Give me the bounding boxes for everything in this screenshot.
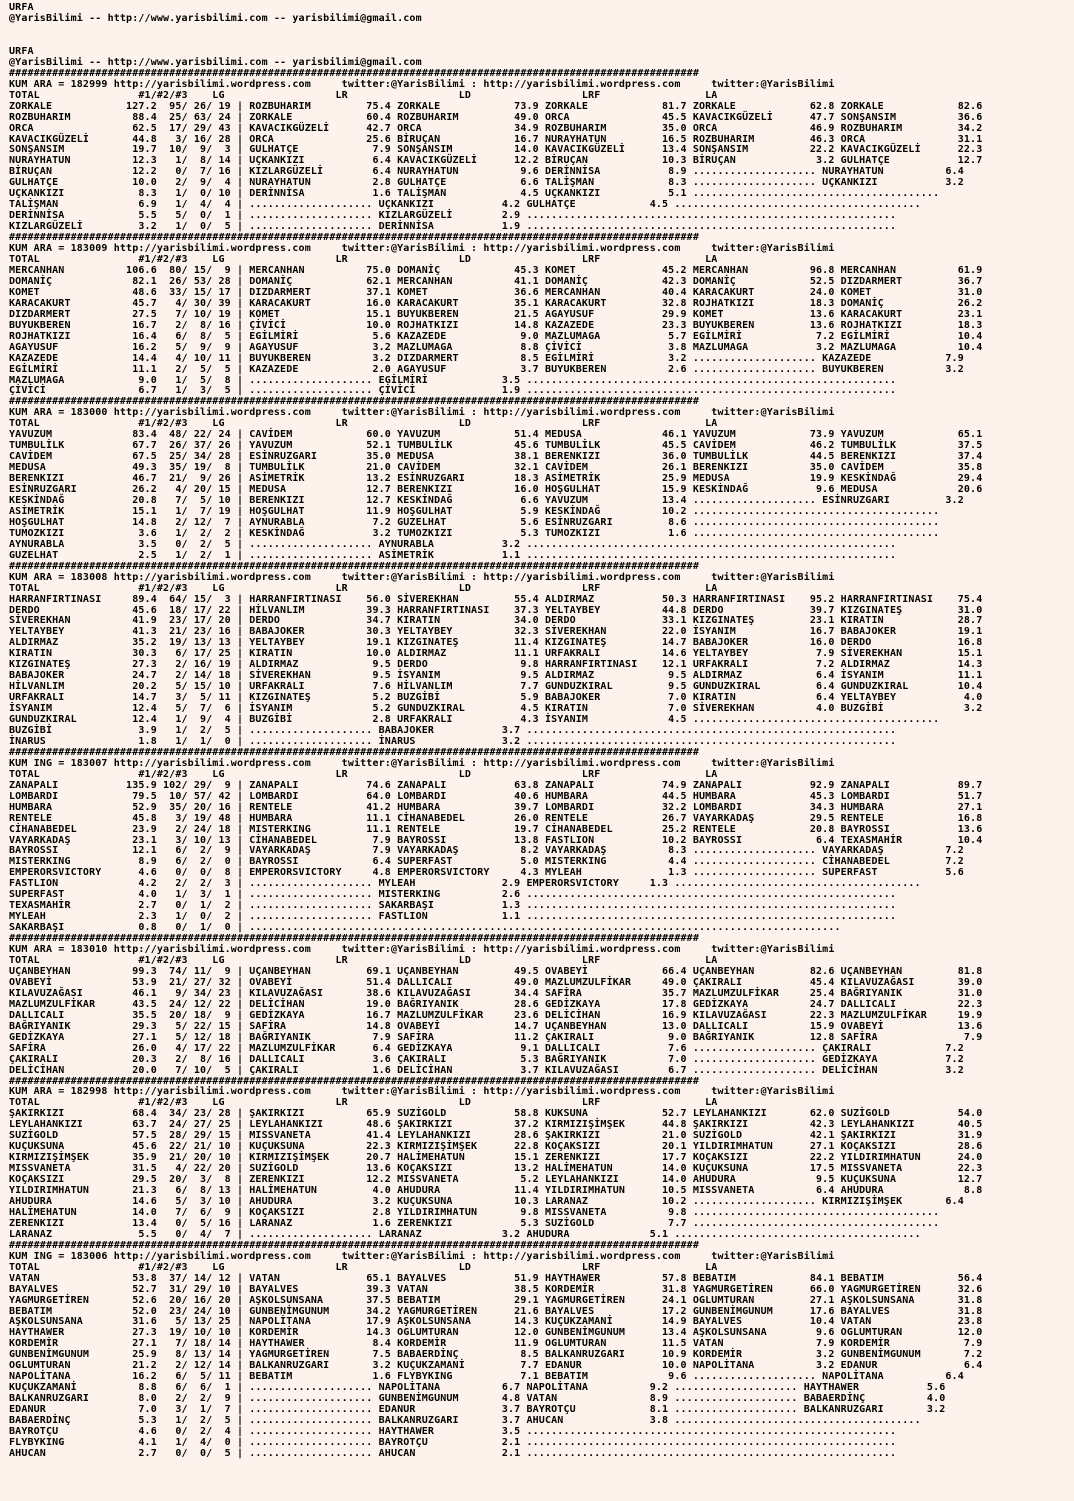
- table-row: KUÇUKZAMANİ 8.8 6/ 6/ 1 | .................... NAPOLİTANA 6.7 NAPOLİTANA 9.2 .................... HAYTHAWER 5.6: [9, 1382, 946, 1394]
- table-row: BABAJOKER 24.7 2/ 14/ 18 | SİVEREKHAN 9.5 İSYANIM 9.5 ALDIRMAZ 9.5 ALDIRMAZ 6.4 İSYANIM 11.1: [9, 670, 983, 682]
- race-header: KUM ARA = 182999 http://yarisbilimi.wordpress.com twitter:@YarisBilimi : http://yarisbilimi.wordpress.com twitter:@YarisBilimi: [9, 78, 835, 90]
- table-row: YAVUZUM 83.4 48/ 22/ 24 | CAVİDEM 60.0 YAVUZUM 51.4 MEDUSA 46.1 YAVUZUM 73.9 YAVUZUM 65.1: [9, 429, 983, 441]
- race-list: [9, 69, 1069, 1460]
- table-row: ROZBUHARIM 88.4 25/ 63/ 24 | ZORKALE 60.4 ROZBUHARIM 49.0 ORCA 45.5 KAVACIKGÜZELİ 47.7 SONŞANSIM 36.6: [9, 111, 983, 123]
- spacer: [9, 25, 1069, 47]
- table-row: FASTLION 4.2 2/ 2/ 3 | .................... MYLEAH 2.9 EMPERORSVICTORY 1.3 ........................................: [9, 878, 921, 890]
- table-row: MERCANHAN 106.6 80/ 15/ 9 | MERCANHAN 75.0 DOMANİÇ 45.3 KOMET 45.2 MERCANHAN 96.8 MERCANHAN 61.9: [9, 264, 983, 276]
- table-row: BABAERDİNÇ 5.3 1/ 2/ 5 | .................... BALKANRUZGARI 3.7 AHUCAN 3.8 ........................................: [9, 1415, 921, 1427]
- table-row: BİRUÇAN 12.2 0/ 7/ 16 | KIZLARGÜZELİ 6.4 NURAYHATUN 9.6 DERİNNİSA 8.9 .................... NURAYHATUN 6.4: [9, 166, 964, 178]
- table-row: TEXASMAHİR 2.7 0/ 1/ 2 | .................... SAKARBAŞI 1.3 ............................................................: [9, 900, 897, 912]
- column-header: TOTAL #1/#2/#3 LG LR LD LRF LA: [9, 582, 718, 594]
- table-row: HUMBARA 52.9 35/ 20/ 16 | RENTELE 41.2 HUMBARA 39.7 LOMBARDI 32.2 LOMBARDI 34.3 HUMBARA 27.1: [9, 801, 983, 813]
- table-row: İNARUS 1.8 1/ 1/ 0 | .................... İNARUS 3.2 ............................................................: [9, 735, 897, 747]
- table-row: MISTERKING 8.9 6/ 2/ 0 | BAYROSSI 6.4 SUPERFAST 5.0 MISTERKING 4.4 .................... CİHANABEDEL 7.2: [9, 856, 964, 868]
- table-row: ÇİVİCİ 6.7 1/ 3/ 5 | .................... ÇİVİCİ 1.9 ............................................................: [9, 385, 897, 397]
- table-row: TUMOZKIZI 3.6 1/ 2/ 2 | KESKİNDAĞ 3.2 TUMOZKIZI 5.3 TUMOZKIZI 1.6 ........................................: [9, 527, 940, 539]
- race-block: [9, 934, 1069, 1076]
- table-row: SUPERFAST 4.0 1/ 3/ 1 | .................... MISTERKING 2.6 ............................................................: [9, 889, 897, 901]
- hash-divider: ################################################################################################################: [9, 1075, 699, 1087]
- race-block: [9, 397, 1069, 561]
- table-row: KIRMIZIŞİMŞEK 35.9 21/ 20/ 10 | KIRMIZIŞİMŞEK 20.7 HALİMEHATUN 15.1 ZERENKIZI 17.7 KOÇAKSIZI 22.2 YILDIRIMHATUN 24.0: [9, 1152, 983, 1164]
- column-header: TOTAL #1/#2/#3 LG LR LD LRF LA: [9, 1097, 718, 1109]
- table-row: CİHANABEDEL 23.9 2/ 24/ 18 | MISTERKING 11.1 RENTELE 19.7 CİHANABEDEL 25.2 RENTELE 20.8 BAYROSSI 13.6: [9, 823, 983, 835]
- table-row: GUNDUZKIRAL 12.4 1/ 9/ 4 | BUZGİBİ 2.8 URFAKRALI 4.3 İSYANIM 4.5 ........................................: [9, 714, 940, 726]
- column-header: TOTAL #1/#2/#3 LG LR LD LRF LA: [9, 418, 718, 430]
- table-row: MISSVANETA 31.5 4/ 22/ 20 | SUZİGOLD 13.6 KOÇAKSIZI 13.2 HALİMEHATUN 14.0 KUÇUKSUNA 17.5 MISSVANETA 22.3: [9, 1163, 983, 1175]
- table-row: EGİLMİRİ 11.1 2/ 5/ 5 | KAZAZEDE 2.0 AGAYUSUF 3.7 BUYUKBEREN 2.6 .................... BUYUKBEREN 3.2: [9, 363, 964, 375]
- table-row: HARRANFIRTINASI 89.4 64/ 15/ 3 | HARRANFIRTINASI 56.0 SİVEREKHAN 55.4 ALDIRMAZ 50.3 HARRANFIRTINASI 95.2 HARRANFIRTINASI 75.4: [9, 593, 983, 605]
- header-title: URFA: [9, 3, 34, 13]
- table-row: KUÇUKSUNA 45.6 22/ 21/ 10 | KUÇUKSUNA 22.3 KIRMIZIŞİMŞEK 22.8 KOÇAKSIZI 20.1 YILDIRIMHATUN 27.1 KOÇAKSIZI 28.6: [9, 1141, 983, 1153]
- table-row: URFAKRALI 14.7 3/ 5/ 11 | KIZGINATEŞ 5.2 BUZGİBİ 5.9 BABAJOKER 7.0 KIRATIN 6.4 YELTAYBEY 4.0: [9, 692, 983, 704]
- table-row: BAĞRIYANIK 29.3 5/ 22/ 15 | SAFİRA 14.8 OVABEYİ 14.7 UÇANBEYHAN 13.0 DALLICALI 15.9 OVABEYİ 13.6: [9, 1020, 983, 1032]
- table-row: VAYARKADAŞ 23.1 3/ 10/ 13 | CİHANABEDEL 7.9 BAYROSSI 13.8 FASTLION 10.2 BAYROSSI 6.4 TEXASMAHİR 10.4: [9, 834, 983, 846]
- table-row: YILDIRIMHATUN 21.3 6/ 8/ 13 | HALİMEHATUN 4.0 AHUDURA 11.4 YILDIRIMHATUN 10.5 MISSVANETA 6.4 AHUDURA 8.8: [9, 1185, 983, 1197]
- table-row: KOÇAKSIZI 29.5 20/ 3/ 8 | ZERENKIZI 12.2 MISSVANETA 5.2 LEYLAHANKIZI 14.0 AHUDURA 9.5 KUÇUKSUNA 12.7: [9, 1174, 983, 1186]
- table-row: SAFİRA 26.0 4/ 17/ 22 | MAZLUMZULFİKAR 6.4 GEDİZKAYA 9.1 DALLICALI 7.6 .................... ÇAKIRALI 7.2: [9, 1042, 964, 1054]
- table-row: DALLICALI 35.5 20/ 18/ 9 | GEDİZKAYA 16.7 MAZLUMZULFİKAR 23.6 DELİCİHAN 16.9 KILAVUZAĞASI 22.3 MAZLUMZULFİKAR 19.9: [9, 1009, 983, 1021]
- race-header: KUM ARA = 183010 http://yarisbilimi.wordpress.com twitter:@YarisBilimi : http://yarisbilimi.wordpress.com twitter:@YarisBilimi: [9, 944, 835, 956]
- table-row: ZANAPALI 135.9 102/ 29/ 9 | ZANAPALI 74.6 ZANAPALI 63.8 ZANAPALI 74.9 ZANAPALI 92.9 ZANAPALI 89.7: [9, 779, 983, 791]
- table-row: GUZELHAT 2.5 1/ 2/ 1 | .................... ASİMETRİK 1.1 ............................................................: [9, 549, 897, 561]
- column-header: TOTAL #1/#2/#3 LG LR LD LRF LA: [9, 89, 718, 101]
- table-row: KILAVUZAĞASI 46.1 9/ 34/ 23 | KILAVUZAĞASI 38.6 KILAVUZAĞASI 34.4 SAFİRA 35.7 MAZLUMZULFİKAR 25.4 BAĞRIYANIK 31.0: [9, 987, 983, 999]
- race-block: [9, 1241, 1069, 1460]
- table-row: SAKARBAŞI 0.8 0/ 1/ 0 | ................................................................................................: [9, 922, 841, 934]
- table-row: EDANUR 7.0 3/ 1/ 7 | .................... EDANUR 3.7 BAYROTÇU 8.1 .................... BALKANRUZGARI 3.2: [9, 1404, 946, 1416]
- table-row: ROJHATKIZI 16.4 6/ 8/ 5 | EGİLMİRİ 5.6 KAZAZEDE 9.0 MAZLUMAGA 5.7 EGİLMİRİ 7.2 EGİLMİRİ 10.4: [9, 330, 983, 342]
- table-row: VATAN 53.8 37/ 14/ 12 | VATAN 65.1 BAYALVES 51.9 HAYTHAWER 57.8 BEBATIM 84.1 BEBATIM 56.4: [9, 1272, 983, 1284]
- race-block: [9, 69, 1069, 233]
- column-header: TOTAL #1/#2/#3 LG LR LD LRF LA: [9, 254, 718, 266]
- table-row: ÇAKIRALI 20.3 2/ 8/ 16 | DALLICALI 3.6 ÇAKIRALI 5.3 BAĞRIYANIK 7.0 .................... GEDİZKAYA 7.2: [9, 1053, 964, 1065]
- table-row: ŞAKIRKIZI 68.4 34/ 23/ 28 | ŞAKIRKIZI 65.9 SUZİGOLD 58.8 KUKSUNA 52.7 LEYLAHANKIZI 62.0 SUZİGOLD 54.0: [9, 1108, 983, 1120]
- table-row: KOMET 48.6 33/ 15/ 17 | DIZDARMERT 37.1 KOMET 36.6 MERCANHAN 40.4 KARACAKURT 24.0 KOMET 31.0: [9, 286, 983, 298]
- table-row: BAYROTÇU 4.6 0/ 2/ 4 | .................... HAYTHAWER 3.5 ............................................................: [9, 1426, 897, 1437]
- table-row: GUNBENİMGUNUM 25.9 8/ 13/ 14 | YAGMURGETİREN 7.5 BABAERDİNÇ 8.5 BALKANRUZGARI 10.9 KORDEMİR 3.2 GUNBENİMGUNUM 7.2: [9, 1349, 983, 1361]
- table-row: CAVİDEM 67.5 25/ 34/ 28 | ESİNRUZGARI 35.0 MEDUSA 38.1 BERENKIZI 36.0 TUMBULİLK 44.5 BERENKIZI 37.4: [9, 451, 983, 463]
- document-page: [9, 3, 1069, 1498]
- table-row: İSYANIM 12.4 5/ 7/ 6 | İSYANIM 5.2 GUNDUZKIRAL 4.5 KIRATIN 7.0 SİVEREKHAN 4.0 BUZGİBİ 3.2: [9, 703, 983, 715]
- table-row: KIZGINATEŞ 27.3 2/ 16/ 19 | ALDIRMAZ 9.5 DERDO 9.8 HARRANFIRTINASI 12.1 URFAKRALI 7.2 ALDIRMAZ 14.3: [9, 659, 983, 671]
- table-row: MYLEAH 2.3 1/ 0/ 2 | .................... FASTLION 1.1 ............................................................: [9, 911, 897, 923]
- race-header: KUM ARA = 182998 http://yarisbilimi.wordpress.com twitter:@YarisBilimi : http://yarisbilimi.wordpress.com twitter:@YarisBilimi: [9, 1086, 835, 1098]
- table-row: UÇANBEYHAN 99.3 74/ 11/ 9 | UÇANBEYHAN 69.1 UÇANBEYHAN 49.5 OVABEYİ 66.4 UÇANBEYHAN 82.6 UÇANBEYHAN 81.8: [9, 965, 983, 977]
- hash-divider: ################################################################################################################: [9, 67, 699, 79]
- table-row: KORDEMİR 27.1 7/ 18/ 14 | HAYTHAWER 8.4 KORDEMİR 11.9 OGLUMTURAN 11.5 VATAN 7.9 KORDEMİR 7.9: [9, 1338, 983, 1350]
- table-row: AGAYUSUF 16.2 5/ 9/ 9 | AGAYUSUF 3.2 MAZLUMAGA 8.8 ÇİVİCİ 3.8 MAZLUMAGA 3.2 MAZLUMAGA 10.4: [9, 341, 983, 353]
- race-header: KUM ARA = 183000 http://yarisbilimi.wordpress.com twitter:@YarisBilimi : http://yarisbilimi.wordpress.com twitter:@YarisBilimi: [9, 407, 835, 419]
- table-row: BALKANRUZGARI 8.0 2/ 2/ 9 | .................... GUNBENİMGUNUM 4.8 VATAN 8.9 .................... BABAERDİNÇ 4.0: [9, 1393, 946, 1405]
- race-header: KUM ING = 183007 http://yarisbilimi.wordpress.com twitter:@YarisBilimi : http://yarisbilimi.wordpress.com twitter:@YarisBilimi: [9, 757, 835, 769]
- table-row: HALİMEHATUN 14.0 7/ 6/ 9 | KOÇAKSIZI 2.8 YILDIRIMHATUN 9.8 MISSVANETA 9.8 ........................................: [9, 1206, 940, 1218]
- race-header: KUM ARA = 183008 http://yarisbilimi.wordpress.com twitter:@YarisBilimi : http://yarisbilimi.wordpress.com twitter:@YarisBilimi: [9, 571, 835, 583]
- table-row: DOMANİÇ 82.1 26/ 53/ 28 | DOMANİÇ 62.1 MERCANHAN 41.1 DOMANİÇ 42.3 DOMANİÇ 52.5 DIZDARMERT 36.7: [9, 275, 983, 287]
- table-row: YAGMURGETİREN 52.6 20/ 16/ 20 | AŞKOLSUNSANA 37.5 BEBATIM 29.1 YAGMURGETİREN 24.1 OGLUMTURAN 27.1 AŞKOLSUNSANA 31.8: [9, 1294, 983, 1306]
- header-block: [9, 3, 1069, 25]
- table-row: DERDO 45.6 18/ 17/ 22 | HİLVANLIM 39.3 HARRANFIRTINASI 37.3 YELTAYBEY 44.8 DERDO 39.7 KIZGINATEŞ 31.0: [9, 604, 983, 616]
- table-row: KESKİNDAĞ 20.8 7/ 5/ 10 | BERENKIZI 12.7 KESKİNDAĞ 6.6 YAVUZUM 13.4 .................... ESİNRUZGARI 3.2: [9, 494, 964, 506]
- table-row: OVABEYİ 53.9 21/ 27/ 32 | OVABEYİ 51.4 DALLICALI 49.0 MAZLUMZULFİKAR 49.0 ÇAKIRALI 45.4 KILAVUZAĞASI 39.0: [9, 976, 983, 988]
- table-row: KIRATIN 30.3 6/ 17/ 25 | KIRATIN 10.0 ALDIRMAZ 11.1 URFAKRALI 14.6 YELTAYBEY 7.9 SİVEREKHAN 15.1: [9, 648, 983, 660]
- table-row: NURAYHATUN 12.3 1/ 8/ 14 | UÇKANKIZI 6.4 KAVACIKGÜZELİ 12.2 BİRUÇAN 10.3 BİRUÇAN 3.2 GULHATÇE 12.7: [9, 155, 983, 167]
- table-row: BUYUKBEREN 16.7 2/ 8/ 16 | ÇİVİCİ 10.0 ROJHATKIZI 14.8 KAZAZEDE 23.3 BUYUKBEREN 13.6 ROJHATKIZI 18.3: [9, 319, 983, 331]
- table-row: EMPERORSVICTORY 4.6 0/ 0/ 8 | EMPERORSVICTORY 4.8 EMPERORSVICTORY 4.3 MYLEAH 1.3 .................... SUPERFAST 5.6: [9, 867, 964, 879]
- table-row: LARANAZ 5.5 0/ 4/ 7 | .................... LARANAZ 3.2 AHUDURA 5.1 ........................................: [9, 1228, 921, 1240]
- table-row: ALDIRMAZ 35.2 19/ 13/ 13 | YELTAYBEY 19.1 KIZGINATEŞ 11.4 KIZGINATEŞ 14.7 BABAJOKER 16.0 DERDO 16.8: [9, 637, 983, 649]
- table-row: HAYTHAWER 27.3 19/ 10/ 10 | KORDEMİR 14.3 OGLUMTURAN 12.0 GUNBENİMGUNUM 13.4 AŞKOLSUNSANA 9.6 OGLUMTURAN 12.0: [9, 1327, 983, 1339]
- table-row: MAZLUMZULFİKAR 43.5 24/ 12/ 22 | DELİCİHAN 19.0 BAĞRIYANIK 28.6 GEDİZKAYA 17.8 GEDİZKAYA 24.7 DALLICALI 22.3: [9, 998, 983, 1010]
- table-row: SİVEREKHAN 41.9 23/ 17/ 20 | DERDO 34.7 KIRATIN 34.0 DERDO 33.1 KIZGINATEŞ 23.1 KIRATIN 28.7: [9, 615, 983, 627]
- race-block: [9, 562, 1069, 748]
- table-row: YELTAYBEY 41.3 21/ 23/ 16 | BABAJOKER 30.3 YELTAYBEY 32.3 SİVEREKHAN 22.0 İSYANIM 16.7 BABAJOKER 19.1: [9, 626, 983, 638]
- column-header: TOTAL #1/#2/#3 LG LR LD LRF LA: [9, 768, 718, 780]
- header-byline: @YarisBilimi -- http://www.yarisbilimi.com -- yarisbilimi@gmail.com: [9, 56, 422, 68]
- hash-divider: ################################################################################################################: [9, 560, 699, 572]
- table-row: MAZLUMAGA 9.0 1/ 5/ 8 | .................... EGİLMİRİ 3.5 ............................................................: [9, 374, 897, 386]
- race-header: KUM ING = 183006 http://yarisbilimi.wordpress.com twitter:@YarisBilimi : http://yarisbilimi.wordpress.com twitter:@YarisBilimi: [9, 1250, 835, 1262]
- column-header: TOTAL #1/#2/#3 LG LR LD LRF LA: [9, 955, 718, 967]
- table-row: SUZİGOLD 57.5 28/ 29/ 15 | MISSVANETA 41.4 LEYLAHANKIZI 28.6 ŞAKIRKIZI 21.0 SUZİGOLD 42.1 ŞAKIRKIZI 31.9: [9, 1130, 983, 1142]
- table-row: TALİŞMAN 6.9 1/ 4/ 4 | .................... UÇKANKIZI 4.2 GULHATÇE 4.5 ........................................: [9, 199, 921, 211]
- hash-divider: ################################################################################################################: [9, 933, 699, 945]
- table-row: AHUDURA 14.6 5/ 3/ 10 | AHUDURA 3.2 KUÇUKSUNA 10.3 LARANAZ 10.2 .................... KIRMIZIŞİMŞEK 6.4: [9, 1195, 964, 1207]
- table-row: BAYROSSI 12.1 6/ 2/ 9 | VAYARKADAŞ 7.9 VAYARKADAŞ 8.2 VAYARKADAŞ 8.3 .................... VAYARKADAŞ 7.2: [9, 845, 964, 857]
- hash-divider: ################################################################################################################: [9, 1239, 699, 1251]
- hash-divider: ################################################################################################################: [9, 746, 699, 758]
- table-row: AHUCAN 2.7 0/ 0/ 5 | .................... AHUCAN 2.1 ............................................................: [9, 1447, 897, 1459]
- table-row: HOŞGULHAT 14.8 2/ 12/ 7 | AYNURABLA 7.2 GUZELHAT 5.6 ESİNRUZGARI 8.6 ........................................: [9, 516, 940, 528]
- table-row: ESİNRUZGARI 26.2 4/ 20/ 15 | MEDUSA 12.7 BERENKIZI 16.0 HOŞGULHAT 15.9 KESKİNDAĞ 9.6 MEDUSA 20.6: [9, 484, 983, 496]
- table-row: BUZGİBİ 3.9 1/ 2/ 5 | .................... BABAJOKER 3.7 ............................................................: [9, 725, 897, 736]
- table-row: ORCA 62.5 17/ 29/ 43 | KAVACIKGÜZELİ 42.7 ORCA 34.9 ROZBUHARIM 35.0 ORCA 46.9 ROZBUHARIM 34.2: [9, 122, 983, 134]
- table-row: DERİNNİSA 5.5 5/ 0/ 1 | .................... KIZLARGÜZELİ 2.9 ............................................................: [9, 210, 897, 222]
- table-row: AYNURABLA 3.5 0/ 2/ 5 | .................... AYNURABLA 3.2 ............................................................: [9, 538, 897, 550]
- table-row: NAPOLİTANA 16.2 6/ 5/ 11 | BEBATIM 1.6 FLYBYKING 7.1 BEBATIM 9.6 .................... NAPOLİTANA 6.4: [9, 1371, 964, 1383]
- race-header: KUM ARA = 183009 http://yarisbilimi.wordpress.com twitter:@YarisBilimi : http://yarisbilimi.wordpress.com twitter:@YarisBilimi: [9, 243, 835, 255]
- table-row: BEBATIM 52.0 23/ 24/ 10 | GUNBENİMGUNUM 34.2 YAGMURGETİREN 21.6 BAYALVES 17.2 GUNBENİMGUNUM 17.6 BAYALVES 31.8: [9, 1305, 983, 1317]
- table-row: BAYALVES 52.7 31/ 29/ 10 | BAYALVES 39.3 VATAN 38.5 KORDEMİR 31.8 YAGMURGETİREN 66.0 YAGMURGETİREN 32.6: [9, 1283, 983, 1295]
- table-row: AŞKOLSUNSANA 31.6 5/ 13/ 25 | NAPOLİTANA 17.9 AŞKOLSUNSANA 14.3 KUÇUKZAMANİ 14.9 BAYALVES 10.4 VATAN 23.8: [9, 1316, 983, 1328]
- hash-divider: ################################################################################################################: [9, 232, 699, 244]
- table-row: LOMBARDI 79.5 10/ 57/ 42 | LOMBARDI 64.0 LOMBARDI 40.6 HUMBARA 44.5 HUMBARA 45.3 LOMBARDI 51.7: [9, 790, 983, 802]
- table-row: KAVACIKGÜZELİ 44.8 3/ 16/ 28 | ORCA 25.6 BİRUÇAN 16.7 NURAYHATUN 16.5 ROZBUHARIM 46.3 ORCA 31.1: [9, 133, 983, 145]
- table-row: MEDUSA 49.3 35/ 19/ 8 | TUMBULİLK 21.0 CAVİDEM 32.1 CAVİDEM 26.1 BERENKIZI 35.0 CAVİDEM 35.8: [9, 462, 983, 474]
- table-row: KARACAKURT 45.7 4/ 30/ 39 | KARACAKURT 16.0 KARACAKURT 35.1 KARACAKURT 32.8 ROJHATKIZI 18.3 DOMANİÇ 26.2: [9, 297, 983, 309]
- table-row: ZORKALE 127.2 95/ 26/ 19 | ROZBUHARIM 75.4 ZORKALE 73.9 ZORKALE 81.7 ZORKALE 62.8 ZORKALE 82.6: [9, 100, 983, 112]
- column-header: TOTAL #1/#2/#3 LG LR LD LRF LA: [9, 1261, 718, 1273]
- table-row: DIZDARMERT 27.5 7/ 10/ 19 | KOMET 15.1 BUYUKBEREN 21.5 AGAYUSUF 29.9 KOMET 13.6 KARACAKURT 23.1: [9, 308, 983, 320]
- table-row: BERENKIZI 46.7 21/ 9/ 26 | ASİMETRİK 13.2 ESİNRUZGARI 18.3 ASİMETRİK 25.9 MEDUSA 19.9 KESKİNDAĞ 29.4: [9, 473, 983, 485]
- table-row: TUMBULİLK 67.7 26/ 37/ 26 | YAVUZUM 52.1 TUMBULİLK 45.6 TUMBULİLK 45.5 CAVİDEM 46.2 TUMBULİLK 37.5: [9, 440, 983, 452]
- table-row: SONŞANSIM 19.7 10/ 9/ 3 | GULHATÇE 7.9 SONŞANSIM 14.0 KAVACIKGÜZELİ 13.4 SONŞANSIM 22.2 KAVACIKGÜZELİ 22.3: [9, 144, 983, 156]
- header-title: URFA: [9, 45, 34, 57]
- table-row: KAZAZEDE 14.4 4/ 10/ 11 | BUYUKBEREN 3.2 DIZDARMERT 8.5 EGİLMİRİ 3.2 .................... KAZAZEDE 7.9: [9, 352, 964, 364]
- table-row: GEDİZKAYA 27.1 5/ 12/ 18 | BAĞRIYANIK 7.9 SAFİRA 11.2 ÇAKIRALI 9.0 BAĞRIYANIK 12.8 SAFİRA 7.9: [9, 1031, 983, 1043]
- race-block: [9, 748, 1069, 934]
- table-row: LEYLAHANKIZI 63.7 24/ 27/ 25 | LEYLAHANKIZI 48.6 ŞAKIRKIZI 37.2 KIRMIZIŞİMŞEK 44.8 ŞAKIRKIZI 42.3 LEYLAHANKIZI 40.5: [9, 1119, 983, 1131]
- table-row: RENTELE 45.8 3/ 19/ 48 | HUMBARA 11.1 CİHANABEDEL 26.0 RENTELE 26.7 VAYARKADAŞ 29.5 RENTELE 16.8: [9, 812, 983, 824]
- table-row: UÇKANKIZI 8.3 1/ 0/ 10 | DERİNNİSA 1.6 TALİŞMAN 4.5 UÇKANKIZI 5.1 ........................................: [9, 188, 940, 200]
- race-block: [9, 233, 1069, 397]
- table-row: OGLUMTURAN 21.2 2/ 12/ 14 | BALKANRUZGARI 3.2 KUÇUKZAMANİ 7.7 EDANUR 10.0 NAPOLİTANA 3.2 EDANUR 6.4: [9, 1360, 983, 1372]
- table-row: GULHATÇE 10.0 2/ 9/ 4 | NURAYHATUN 2.8 GULHATÇE 6.6 TALİŞMAN 8.3 .................... UÇKANKIZI 3.2: [9, 177, 964, 189]
- table-row: ASİMETRİK 15.1 1/ 7/ 19 | HOŞGULHAT 11.9 HOŞGULHAT 5.9 KESKİNDAĞ 10.2 ........................................: [9, 505, 940, 517]
- table-row: FLYBYKING 4.1 1/ 4/ 0 | .................... BAYROTÇU 2.1 ............................................................: [9, 1436, 897, 1448]
- header-block: [9, 47, 1069, 69]
- table-row: KIZLARGÜZELİ 3.2 1/ 0/ 5 | .................... DERİNNİSA 1.9 ............................................................: [9, 221, 897, 233]
- table-row: DELİCİHAN 20.0 7/ 10/ 5 | ÇAKIRALI 1.6 DELİCİHAN 3.7 KILAVUZAĞASI 6.7 .................... DELİCİHAN 3.2: [9, 1064, 964, 1076]
- table-row: HİLVANLIM 20.2 5/ 15/ 10 | URFAKRALI 7.6 HİLVANLIM 7.7 GUNDUZKIRAL 9.5 GUNDUZKIRAL 6.4 GUNDUZKIRAL 10.4: [9, 681, 983, 693]
- hash-divider: ################################################################################################################: [9, 396, 699, 408]
- header-byline: @YarisBilimi -- http://www.yarisbilimi.com -- yarisbilimi@gmail.com: [9, 12, 422, 24]
- table-row: ZERENKIZI 13.4 0/ 5/ 16 | LARANAZ 1.6 ZERENKIZI 5.3 SUZİGOLD 7.7 ........................................: [9, 1217, 940, 1229]
- race-block: [9, 1077, 1069, 1241]
